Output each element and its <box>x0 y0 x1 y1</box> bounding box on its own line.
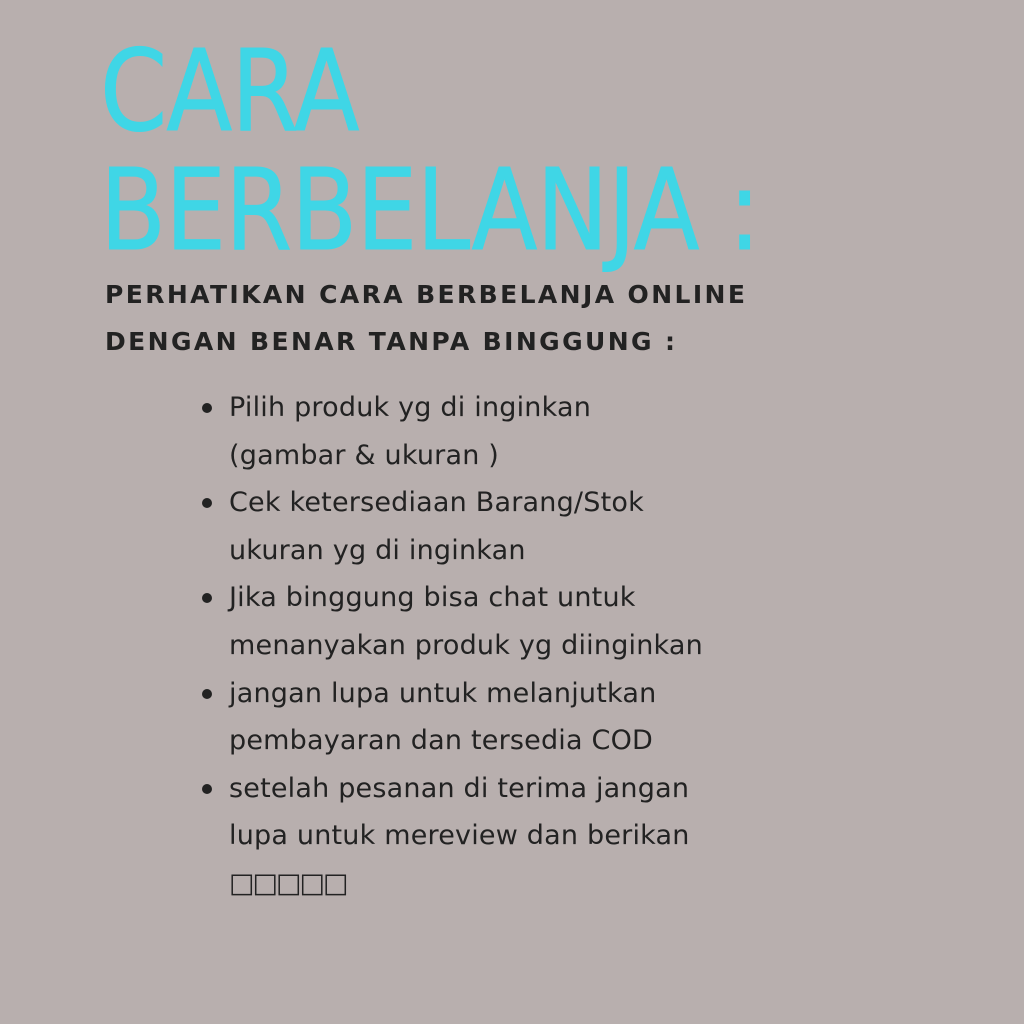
step-item <box>229 765 789 908</box>
step-item <box>229 384 789 479</box>
subtitle-line-1: PERHATIKAN CARA BERBELANJA ONLINE <box>105 280 748 309</box>
bullet-icon <box>202 593 212 603</box>
step-text: menanyakan produk yg diinginkan <box>229 629 703 661</box>
step-item <box>229 479 789 574</box>
title-line-1: CARA <box>100 27 359 157</box>
subtitle-line-2: DENGAN BENAR TANPA BINGGUNG : <box>105 327 678 356</box>
bullet-icon <box>202 498 212 508</box>
step-text: setelah pesanan di terima jangan <box>229 772 690 804</box>
step-text: lupa untuk mereview dan berikan <box>229 820 690 852</box>
bullet-icon <box>202 403 212 413</box>
step-text: (gambar & ukuran ) <box>229 439 500 471</box>
step-item <box>229 574 789 669</box>
bullet-icon <box>202 784 212 794</box>
step-text: pembayaran dan tersedia COD <box>229 725 654 757</box>
bullet-icon <box>202 689 212 699</box>
step-text: Cek ketersediaan Barang/Stok <box>229 487 644 519</box>
step-item <box>229 670 789 765</box>
title-line-2: BERBELANJA : <box>100 146 760 276</box>
step-text: Pilih produk yg di inginkan <box>229 392 592 423</box>
step-text: jangan lupa untuk melanjutkan <box>229 677 657 709</box>
steps-list <box>229 384 789 908</box>
step-text: ukuran yg di inginkan <box>229 534 526 566</box>
missing-glyph-boxes: □□□□□ <box>229 867 347 899</box>
step-text: Jika binggung bisa chat untuk <box>229 582 636 614</box>
